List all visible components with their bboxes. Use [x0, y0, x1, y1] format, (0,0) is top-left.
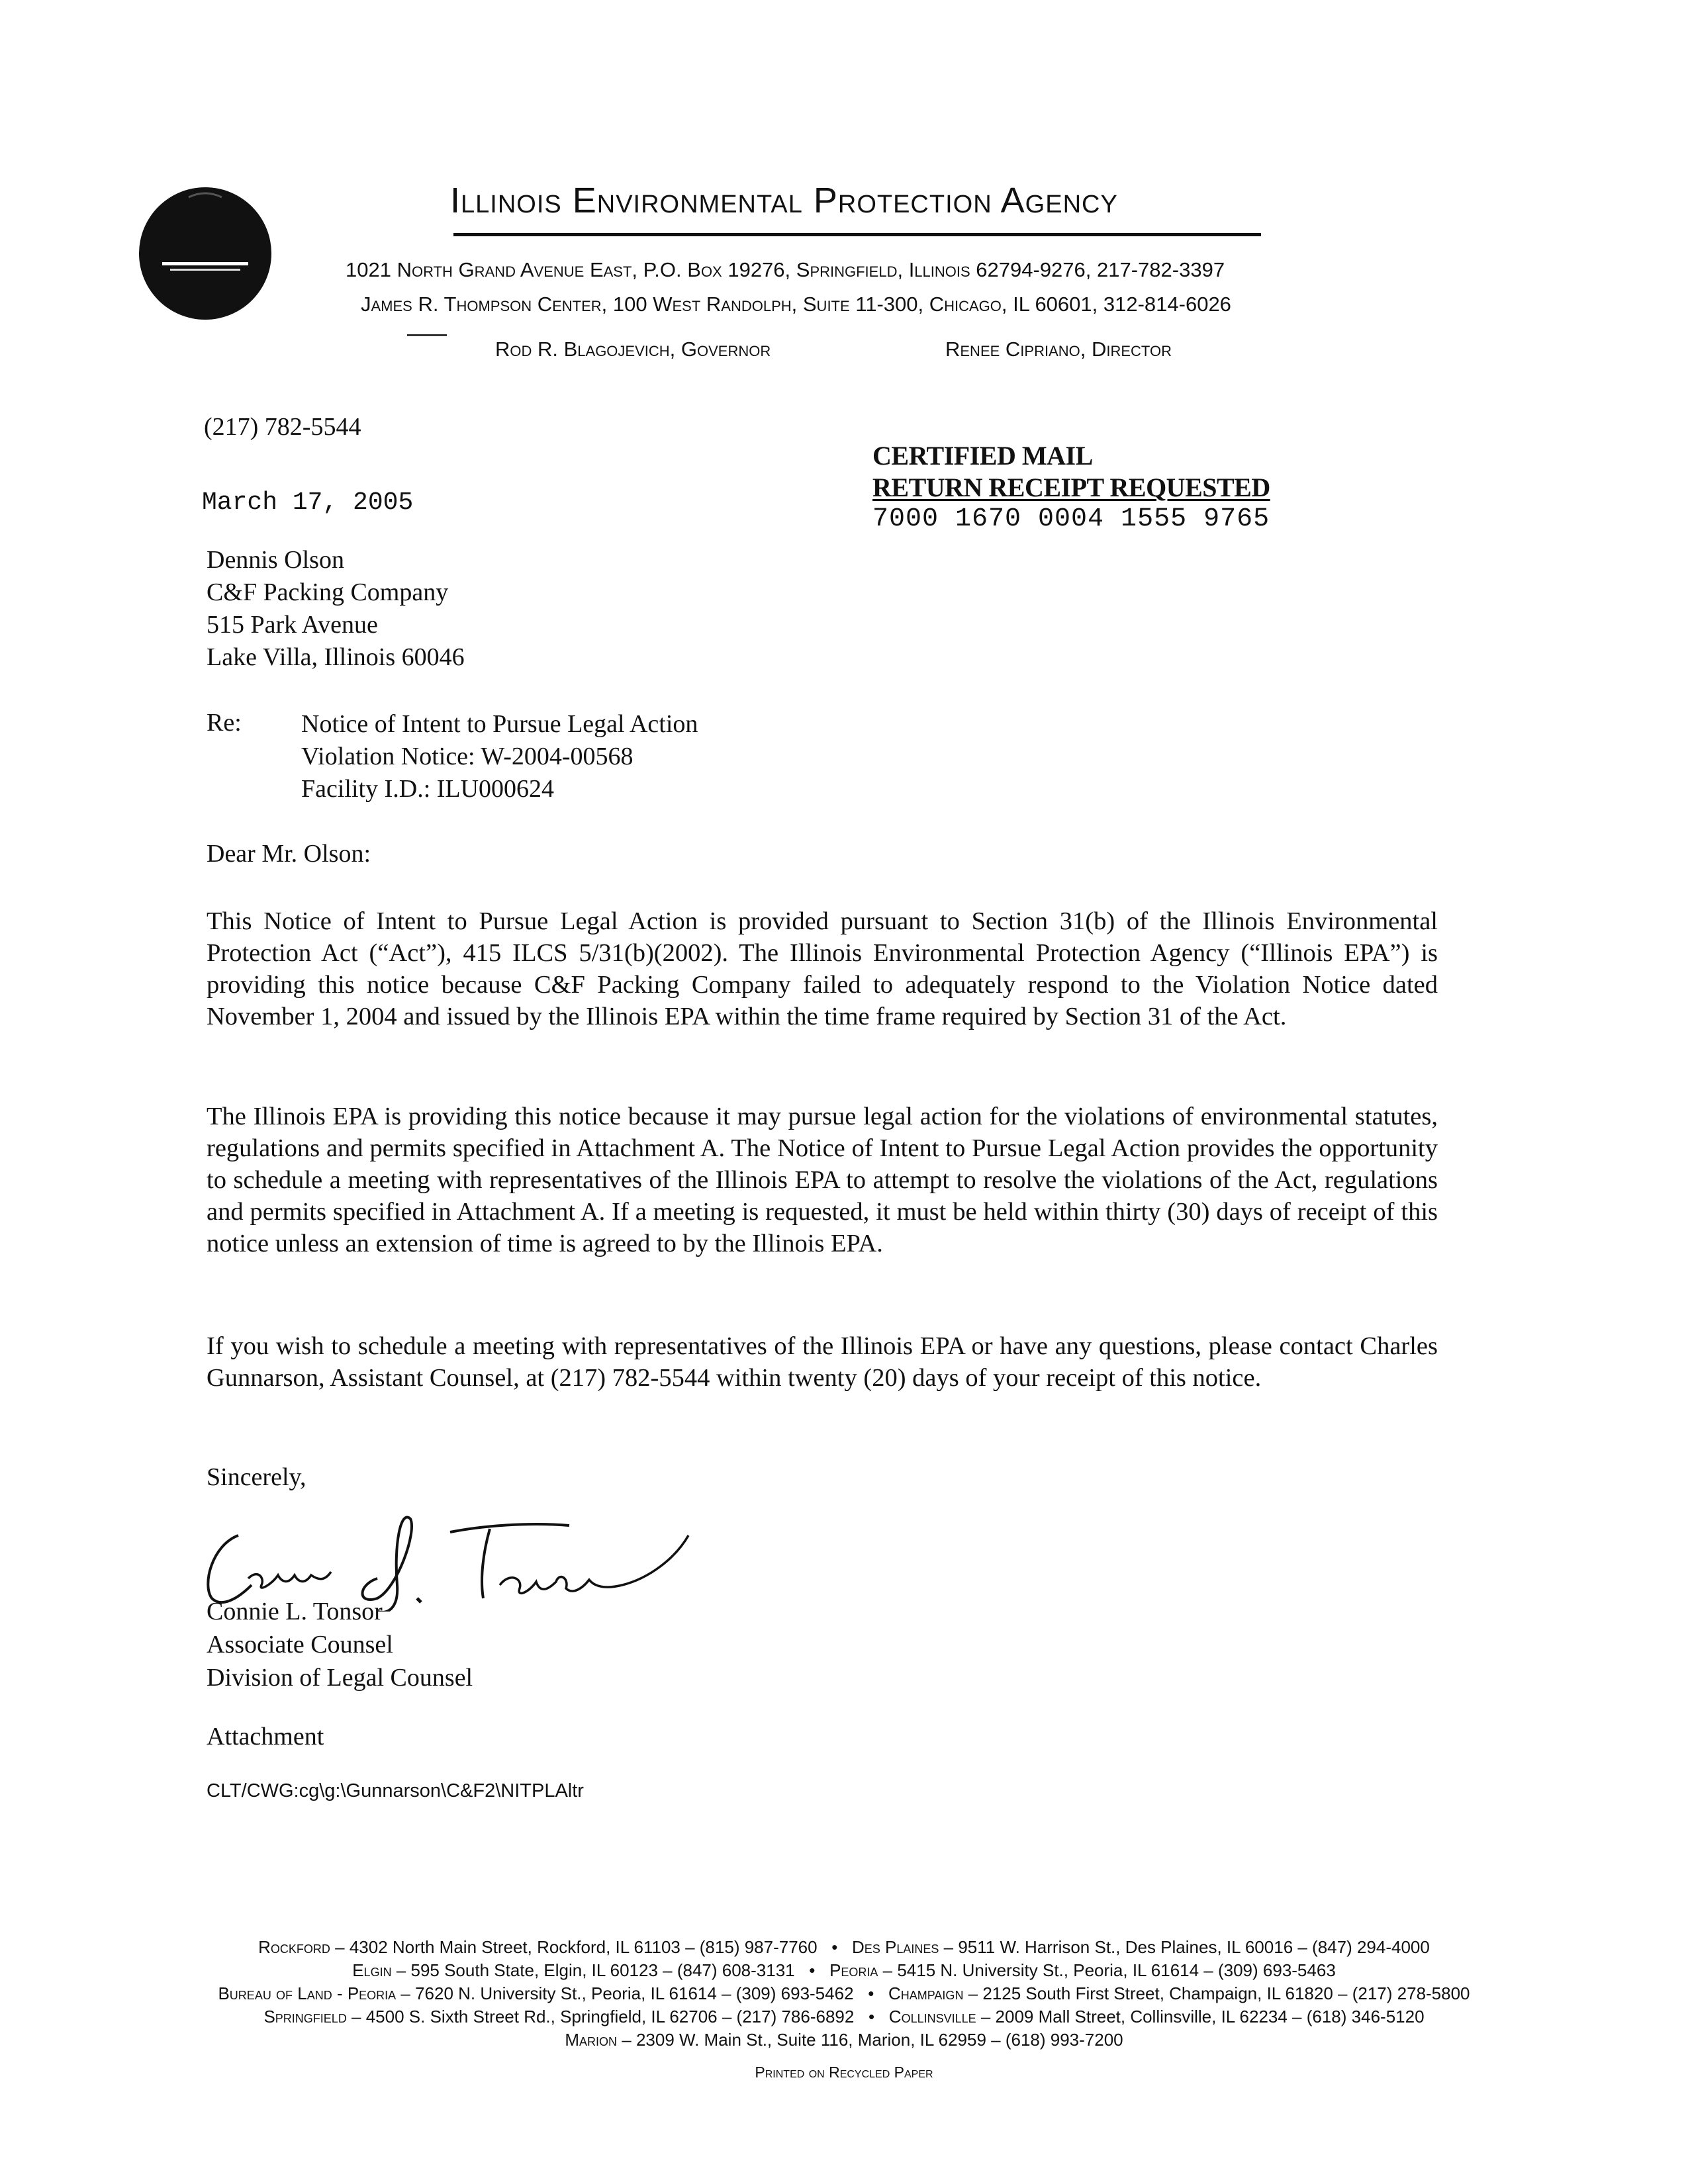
footer-line [0, 1936, 1688, 1959]
footer-city: Elgin [352, 1960, 392, 1980]
file-reference: CLT/CWG:cg\g:\Gunnarson\C&F2\NITPLAltr [207, 1780, 584, 1801]
re-subject-block [301, 708, 698, 805]
footer-address: – 4500 S. Sixth Street Rd., Springfield, IL 62706 – (217) 786-6892 [346, 2007, 855, 2026]
footer-bullet: • [809, 1960, 816, 1980]
footer-address: – 4302 North Main Street, Rockford, IL 61103 – (815) 987-7760 [330, 1937, 818, 1957]
agency-name: Illinois Environmental Protection Agency [450, 181, 1118, 220]
signer-division: Division of Legal Counsel [207, 1664, 473, 1692]
footer-address: – 7620 N. University St., Peoria, IL 61614 – (309) 693-5462 [396, 1983, 854, 2003]
director-name: Renee Cipriano, Director [945, 338, 1172, 361]
agency-address-chicago: James R. Thompson Center, 100 West Randolph, Suite 11-300, Chicago, IL 60601, 312-814-6026 [361, 293, 1231, 316]
footer-city: Champaign [888, 1983, 964, 2003]
re-subject: Notice of Intent to Pursue Legal Action [301, 710, 698, 738]
signer-title: Associate Counsel [207, 1631, 393, 1659]
agency-address-springfield: 1021 North Grand Avenue East, P.O. Box 19276, Springfield, Illinois 62794-9276, 217-782-3397 [346, 258, 1225, 281]
signer-block [207, 1595, 473, 1694]
recipient-company: C&F Packing Company [207, 578, 449, 606]
signer-name: Connie L. Tonsor [207, 1598, 383, 1625]
return-receipt-label: RETURN RECEIPT REQUESTED [872, 473, 1270, 502]
footer-city: Collinsville [888, 2007, 976, 2026]
footer-line [0, 2028, 1688, 2052]
recipient-address [207, 544, 465, 674]
re-violation-notice: Violation Notice: W-2004-00568 [301, 743, 633, 770]
attachment-label: Attachment [207, 1723, 324, 1751]
body-paragraph: If you wish to schedule a meeting with representatives of the Illinois EPA or have any questions, please contact Charles Gunnarson, Assistant Counsel, at (217) 782-5544 within twenty (20) days of your receipt of this notice. [207, 1332, 1438, 1392]
footer-city: Peoria [829, 1960, 878, 1980]
contact-phone: (217) 782-5544 [204, 413, 361, 441]
footer-address: – 595 South State, Elgin, IL 60123 – (847) 608-3131 [391, 1960, 795, 1980]
regional-offices-footer [0, 1936, 1688, 2052]
re-facility-id: Facility I.D.: ILU000624 [301, 775, 555, 803]
recipient-name: Dennis Olson [207, 546, 344, 574]
recipient-street: 515 Park Avenue [207, 611, 378, 639]
footer-city: Marion [565, 2030, 618, 2050]
certified-mail-label: CERTIFIED MAIL [872, 441, 1093, 471]
recipient-city: Lake Villa, Illinois 60046 [207, 643, 465, 671]
letterhead-dash [407, 334, 447, 336]
body-paragraph: This Notice of Intent to Pursue Legal Action is provided pursuant to Section 31(b) of the Illinois Environmental Protection Act (“Act”), 415 ILCS 5/31(b)(2002). The Illinois Environmental Protection Agency (“Illinois EPA”) is providing this notice because C&F Packing Company failed to adequately respond to the Violation Notice dated November 1, 2004 and issued by the Illinois EPA within the time frame required by Section 31 of the Act. [207, 907, 1438, 1030]
footer-bullet: • [831, 1937, 838, 1957]
footer-address: – 2125 South First Street, Champaign, IL 61820 – (217) 278-5800 [963, 1983, 1470, 2003]
footer-bullet: • [868, 2007, 875, 2026]
closing: Sincerely, [207, 1463, 306, 1491]
footer-bullet: • [868, 1983, 874, 2003]
governor-name: Rod R. Blagojevich, Governor [495, 338, 771, 361]
letterhead-rule [453, 233, 1261, 236]
footer-city: Des Plaines [852, 1937, 939, 1957]
agency-seal-logo [136, 184, 275, 323]
footer-line [0, 1982, 1688, 2005]
footer-address: – 9511 W. Harrison St., Des Plaines, IL 60016 – (847) 294-4000 [939, 1937, 1430, 1957]
certified-mail-block [872, 440, 1270, 535]
re-label: Re: [207, 709, 242, 737]
footer-line [0, 1959, 1688, 1982]
footer-address: – 2009 Mall Street, Collinsville, IL 62234 – (618) 346-5120 [976, 2007, 1425, 2026]
footer-line [0, 2005, 1688, 2028]
footer-address: – 2309 W. Main St., Suite 116, Marion, IL 62959 – (618) 993-7200 [617, 2030, 1123, 2050]
body-paragraph: The Illinois EPA is providing this notice because it may pursue legal action for the violations of environmental statutes, regulations and permits specified in Attachment A. The Notice of Intent to Pursue Legal Action provides the opportunity to schedule a meeting with representatives of the Illinois EPA to attempt to resolve the violations of the Act, regulations and permits specified in Attachment A. If a meeting is requested, it must be held within thirty (30) days of receipt of this notice unless an extension of time is agreed to by the Illinois EPA. [207, 1103, 1438, 1257]
recycled-paper-note: Printed on Recycled Paper [755, 2064, 933, 2081]
footer-city: Springfield [263, 2007, 347, 2026]
salutation: Dear Mr. Olson: [207, 840, 371, 868]
footer-address: – 5415 N. University St., Peoria, IL 61614 – (309) 693-5463 [878, 1960, 1336, 1980]
footer-city: Bureau of Land - Peoria [218, 1983, 397, 2003]
footer-city: Rockford [258, 1937, 330, 1957]
letter-date: March 17, 2005 [202, 488, 414, 517]
certified-mail-number: 7000 1670 0004 1555 9765 [872, 504, 1270, 534]
